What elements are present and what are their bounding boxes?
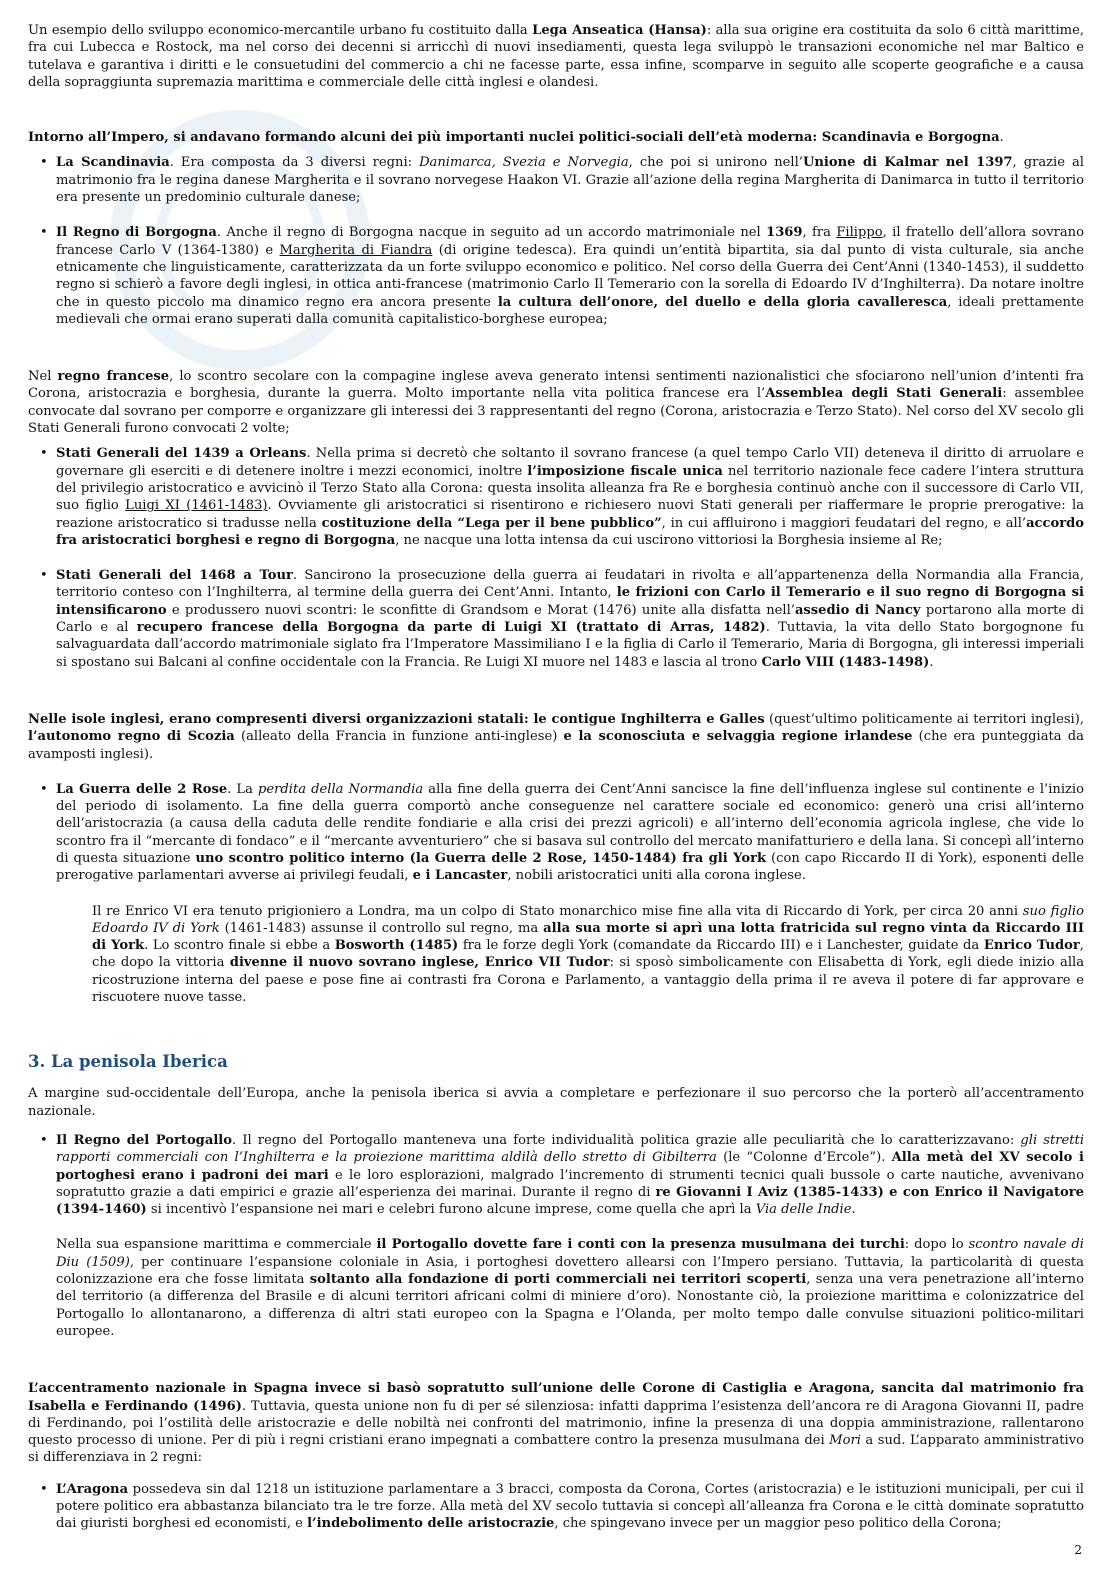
bullet-guerra-due-rose: • La Guerra delle 2 Rose. La perdita della Normandia alla fine della guerra dei Cent’Anni sancisce la fine dell’influenza inglese sul continente e l’inizio del periodo di isolamento. La fine della guerra comportò anche conseguenze nel carattere sociale ed economico: generò una crisi all’interno dell’aristocrazia (a causa della caduta delle rendite fondiarie e alla crisi dei prezzi agricoli) e all’interno dell’economia agricola inglese, che vide lo scontro fra il “mercante di fondaco” e il “mercante avventuriero” che si basava sul controllo del mercato manifatturiero e della lana. Si concepì all’interno di questa situazione uno scontro politico interno (la Guerra delle 2 Rose, 1450-1484) fra gli York (con capo Riccardo II di York), esponenti delle prerogative parlamentari avverse ai privilegi feudali, e i Lancaster, nobili aristocratici uniti alla corona inglese. (28, 781, 1084, 885)
paragraph-portogallo-espansione: Nella sua espansione marittima e commerciale il Portogallo dovette fare i conti con la presenza musulmana dei turchi: dopo lo scontro navale di Diu (1509), per continuare l’espansione coloniale in Asia, i portoghesi dovettero allearsi con l’Impero persiano. Tuttavia, la particolarità di questa colonizzazione era che fosse limitata soltanto alla fondazione di porti commerciali nei territori scoperti, senza una vera penetrazione all’interno del territorio (a differenza del Brasile e di alcuni territori africani colmi di miniere d’oro). Nonostante ciò, la proiezione marittima e colonizzatrice del Portogallo lo allontanarono, a differenza di altri stati europeo con la Spagna e l’Olanda, per molto tempo dalle convulse situazioni politico-militari europee. (56, 1237, 1084, 1339)
paragraph-iberica-intro: A margine sud-occidentale dell’Europa, anche la penisola iberica si avvia a completare e perfezionare il suo percorso che la porterò all’accentramento nazionale. (28, 1086, 1084, 1119)
bullet-scandinavia: • La Scandinavia. Era composta da 3 diversi regni: Danimarca, Svezia e Norvegia, che poi si unirono nell’Unione di Kalmar nel 1397, grazie al matrimonio fra le regina danese Margherita e il sovrano norvegese Haakon VI. Grazie all’azione della regina Margherita di Danimarca in tutto il territorio era presente un predominio culturale danese; (28, 154, 1084, 206)
page-number: 2 (1074, 1543, 1082, 1557)
paragraph-spagna: L’accentramento nazionale in Spagna invece si basò sopratutto sull’unione delle Corone di Castiglia e Aragona, sancita dal matrimonio fra Isabella e Ferdinando (1496). Tuttavia, questa unione non fu di per sé silenziosa: infatti dapprima l’esistenza dell’ancora re di Aragona Giovanni II, padre di Ferdinando, poi l’ostilità delle aristocrazie e delle nobiltà nei confronti del matrimonio, infine la presenza di una doppia amministrazione, rallentarono questo processo di unione. Per di più i regni cristiani erano impegnati a combattere contro la presenza musulmana dei Mori a sud. L’apparato amministrativo si differenziava in 2 regni: (28, 1381, 1085, 1466)
paragraph-impero: Intorno all’Impero, si andavano formando alcuni dei più importanti nuclei politici-sociali dell’età moderna: Scandinavia e Borgogna. (28, 130, 1004, 146)
bullet-borgogna: • Il Regno di Borgogna. Anche il regno di Borgogna nacque in seguito ad un accordo matrimoniale nel 1369, fra Filippo, il fratello dell’allora sovrano francese Carlo V (1364-1380) e Margherita di Fiandra (di origine tedesca). Era quindi un’entità bipartita, sia dal punto di vista culturale, sia anche etnicamente che linguisticamente, caratterizzata da un forte sviluppo economico e politico. Nel corso della Guerra dei Cent’Anni (1340-1453), il suddetto regno si schierò a favore degli inglesi, in ottica anti-francese (matrimonio Carlo Il Temerario con la sorella di Edoardo IV d’Inghilterra). Da notare inoltre che in questo piccolo ma dinamico regno era ancora presente la cultura dell’onore, del duello e della gloria cavalleresca, ideali prettamente medievali che ormai erano superati dalla comunità capitalistico-borghese europea; (28, 224, 1084, 328)
paragraph-enrico-vi: Il re Enrico VI era tenuto prigioniero a Londra, ma un colpo di Stato monarchico mise fine alla vita di Riccardo di York, per circa 20 anni suo figlio Edoardo IV di York (1461-1483) assunse il controllo sul regno, ma alla sua morte si aprì una lotta fratricida sul regno vinta da Riccardo III di York. Lo scontro finale si ebbe a Bosworth (1485) fra le forze degli York (comandate da Riccardo III) e i Lanchester, guidate da Enrico Tudor, che dopo la vittoria divenne il nuovo sovrano inglese, Enrico VII Tudor: si sposò simbolicamente con Elisabetta di York, egli diede inizio alla ricostruzione interna del paese e pose fine ai contrasti fra Corona e Parlamento, a vantaggio della prima il re aveva il potere di far approvare e riscuotere nuove tasse. (92, 903, 1085, 1006)
document-page (28, 22, 1084, 1551)
bullet-aragona: • L’Aragona possedeva sin dal 1218 un istituzione parlamentare a 3 bracci, composta da Corona, Cortes (aristocrazia) e le istituzioni municipali, per cui il potere politico era abbastanza bilanciato tra le tre forze. Alla metà del XV secolo tuttavia si concepì all’alleanza fra Corona e le città dominate sopratutto dai giuristi borghesi ed economisti, e l’indebolimento delle aristocrazie, che spingevano invece per un maggior peso politico della Corona; (28, 1481, 1084, 1533)
paragraph-regno-francese: Nel regno francese, lo scontro secolare con la compagine inglese aveva generato intensi sentimenti nazionalistici che sfociarono nell’union d’intenti fra Corona, aristocrazia e borghesia, durante la guerra. Molto importante nella vita politica francese era l’Assemblea degli Stati Generali: assemblee convocate dal sovrano per comporre e organizzare gli interessi dei 3 rappresentanti del regno (Corona, aristocrazia e Terzo Stato). Nel corso del XV secolo gli Stati Generali furono convocati 2 volte; (28, 369, 1084, 437)
section-heading-penisola-iberica: 3. La penisola Iberica (28, 1052, 228, 1072)
paragraph-hansa: Un esempio dello sviluppo economico-mercantile urbano fu costituito dalla Lega Anseatica (Hansa): alla sua origine era costituita da solo 6 città marittime, fra cui Lubecca e Rostock, ma nel corso dei decenni si arricchì di nuovi insediamenti, questa lega sviluppò le transazioni economiche nel mar Baltico e tutelava e garantiva i diritti e le consuetudini del commercio a chi ne facesse parte, essa infine, scomparve in seguito alle scoperte geografiche e a causa della sopraggiunta supremazia marittima e commerciale delle città inglesi e olandesi. (28, 23, 1084, 90)
bullet-tour: • Stati Generali del 1468 a Tour. Sancirono la prosecuzione della guerra ai feudatari in rivolta e all’appartenenza della Normandia alla Francia, territorio conteso con l’Inghilterra, al termine della guerra dei Cent’Anni. Intanto, le frizioni con Carlo il Temerario e il suo regno di Borgogna si intensificarono e produssero nuovi scontri: le sconfitte di Grandsom e Morat (1476) unite alla disfatta nell’assedio di Nancy portarono alla morte di Carlo e al recupero francese della Borgogna da parte di Luigi XI (trattato di Arras, 1482). Tuttavia, la vita dello Stato borgognone fu salvaguardata dall’accordo matrimoniale siglato fra l’Imperatore Massimiliano I e la figlia di Carlo il Temerario, Maria di Borgogna, gli interessi imperiali si spostano sui Balcani al confine occidentale con la Francia. Re Luigi XI muore nel 1483 e lascia al trono Carlo VIII (1483-1498). (28, 567, 1084, 671)
bullet-orleans: • Stati Generali del 1439 a Orleans. Nella prima si decretò che soltanto il sovrano francese (a quel tempo Carlo VII) deteneva il diritto di arruolare e governare gli eserciti e di detenere inoltre i mezzi economici, inoltre l’imposizione fiscale unica nel territorio nazionale fece cadere l’intera struttura del privilegio aristocratico e avvicinò il Terzo Stato alla Corona: questa insolita alleanza fra Re e borghesia continuò anche con il successore di Carlo VII, suo figlio Luigi XI (1461-1483). Ovviamente gli aristocratici si risentirono e richiesero nuovi Stati generali per riaffermare le proprie prerogative: la reazione aristocratico si tradusse nella costituzione della “Lega per il bene pubblico”, in cui affluirono i maggiori feudatari del regno, e all’accordo fra aristocratici borghesi e regno di Borgogna, ne nacque una lotta intensa da cui uscirono vittoriosi la Borghesia insieme al Re; (28, 445, 1084, 549)
paragraph-isole-inglesi: Nelle isole inglesi, erano compresenti diversi organizzazioni statali: le contigue Inghilterra e Galles (quest’ultimo politicamente ai territori inglesi), l’autonomo regno di Scozia (alleato della Francia in funzione anti-inglese) e la sconosciuta e selvaggia regione irlandese (che era punteggiata da avamposti inglesi). (28, 711, 1084, 762)
bullet-portogallo: • Il Regno del Portogallo. Il regno del Portogallo manteneva una forte individualità politica grazie alle peculiarità che lo caratterizzavano: gli stretti rapporti commerciali con l’Inghilterra e la proiezione marittima aldilà dello stretto di Gibilterra (le “Colonne d’Ercole”). Alla metà del XV secolo i portoghesi erano i padroni dei mari e le loro esplorazioni, malgrado l’incremento di strumenti tecnici quali bussole o carte nautiche, avvenivano sopratutto grazie a dati empirici e grazie all’esperienza dei marinai. Durante il regno di re Giovanni I Aviz (1385-1433) e con Enrico il Navigatore (1394-1460) si incentivò l’espansione nei mari e celebri furono alcune imprese, come quella che aprì la Via delle Indie. (28, 1132, 1084, 1218)
